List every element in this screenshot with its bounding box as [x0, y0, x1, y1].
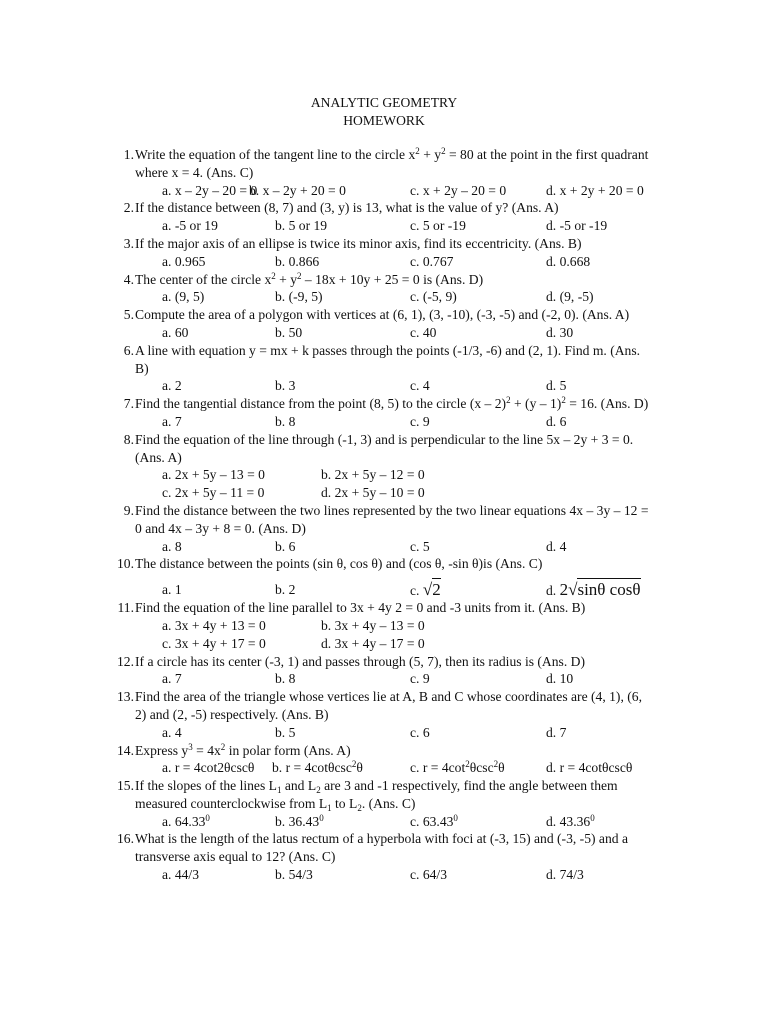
option-c: c. 3x + 4y + 17 = 0 [162, 635, 266, 651]
question-number: 9. [123, 502, 134, 518]
question-item [108, 395, 653, 431]
question-item [108, 777, 653, 830]
document-title: ANALYTIC GEOMETRY [310, 95, 458, 110]
option-b: b. 2x + 5y – 12 = 0 [321, 467, 425, 483]
option-c: c. 0.767 [410, 253, 454, 269]
answer-options [135, 288, 653, 306]
option-c: c. 2x + 5y – 11 = 0 [162, 485, 265, 501]
option-c: c. 9 [410, 413, 430, 429]
option-b: b. (-9, 5) [275, 289, 323, 305]
option-d: d. 6 [546, 413, 567, 429]
question-number: 12. [117, 653, 134, 669]
option-d: d. 5 [546, 378, 567, 394]
question-item [108, 146, 653, 199]
question-item [108, 306, 653, 342]
option-b: b. r = 4cotθcsc$^2$θ [272, 759, 363, 776]
option-d: d. 2x + 5y – 10 = 0 [321, 485, 425, 501]
option-d: d. x + 2y + 20 = 0 [546, 182, 644, 198]
option-b: b. 50 [275, 324, 303, 340]
option-d: d. -5 or -19 [546, 218, 608, 234]
answer-options [135, 759, 653, 777]
option-b: b. 5 [275, 724, 296, 740]
option-a: a. (9, 5) [162, 289, 205, 305]
option-c: c. 64/3 [410, 867, 447, 883]
option-c: c. $r = 4\cot^2\theta\csc^2\theta$ [410, 759, 505, 776]
option-b: b. 54/3 [275, 867, 313, 883]
option-c: c. 9 [410, 671, 430, 687]
option-c: c. 4 [410, 378, 430, 394]
option-a: a. x – 2y – 20 = 0 [162, 182, 258, 198]
answer-options [135, 866, 653, 884]
radicand: sinθ cosθ [577, 580, 641, 600]
question-item [108, 742, 653, 778]
option-d: d. 30 [546, 324, 574, 340]
question-number: 4. [123, 271, 134, 287]
document-subtitle: HOMEWORK [343, 113, 425, 128]
option-b: b. 0.866 [275, 253, 320, 269]
question-item [108, 830, 653, 883]
option-b: b. x – 2y + 20 = 0 [249, 182, 346, 198]
option-a: a. 2x + 5y – 13 = 0 [162, 467, 265, 483]
question-item [108, 653, 653, 689]
answer-options [135, 413, 653, 431]
option-d: d. 0.668 [546, 253, 591, 269]
answer-options [135, 635, 653, 653]
question-item [108, 688, 653, 741]
option-d: d. 7 [546, 724, 567, 740]
option-c: c. 6 [410, 724, 430, 740]
question-item [108, 199, 653, 235]
option-d: d. (9, -5) [546, 289, 594, 305]
answer-options [135, 217, 653, 235]
option-c: c. (-5, 9) [410, 289, 457, 305]
answer-options [135, 324, 653, 342]
option-b: b. 8 [275, 671, 296, 687]
question-number: 10. [117, 556, 134, 572]
question-number: 16. [117, 831, 134, 847]
option-b: b. 2 [275, 582, 296, 598]
option-a: a. 3x + 4y + 13 = 0 [162, 617, 266, 633]
option-b: b. 6 [275, 538, 296, 554]
question-text: Find the equation of the line through (-1, 3) and is perpendicular to the line 5x – 2y + 3 = 0. (Ans. A) [135, 431, 634, 465]
radicand: 2 [432, 580, 441, 600]
answer-options [135, 253, 653, 271]
question-text: The distance between the points (sin θ, cos θ) and (cos θ, -sin θ)is (Ans. C) [135, 556, 543, 572]
answer-options [135, 182, 653, 200]
option-a: a. r = 4cot2θcscθ [162, 760, 255, 776]
answer-options [135, 377, 653, 395]
option-a: a. 7 [162, 671, 182, 687]
question-item [108, 502, 653, 555]
option-d: d. 74/3 [546, 867, 584, 883]
option-c: c. √2 [410, 580, 441, 600]
question-list [108, 146, 653, 884]
question-item [108, 599, 653, 652]
question-number: 14. [117, 742, 134, 758]
answer-options [135, 466, 653, 484]
option-a: a. 60 [162, 324, 189, 340]
question-text: Compute the area of a polygon with vertices at (6, 1), (3, -10), (-3, -5) and (-2, 0). (Ans. A) [135, 307, 630, 323]
question-item [108, 235, 653, 271]
option-a: a. 44/3 [162, 867, 199, 883]
option-b: b. 3x + 4y – 13 = 0 [321, 617, 425, 633]
option-a: a. 2 [162, 378, 182, 394]
option-a: a. 64.33$^0$ [162, 812, 210, 829]
question-item [108, 431, 653, 502]
question-number: 1. [123, 147, 134, 162]
question-number: 6. [123, 342, 134, 358]
option-c: c. x + 2y – 20 = 0 [410, 182, 507, 198]
question-number: 2. [123, 200, 134, 216]
question-number: 11. [117, 600, 134, 616]
option-a: a. 1 [162, 582, 182, 598]
option-d: d. 10 [546, 671, 574, 687]
question-number: 15. [117, 778, 134, 794]
option-b: b. 5 or 19 [275, 218, 328, 234]
option-b: b. 36.43$^0$ [275, 812, 324, 829]
answer-options [135, 484, 653, 502]
question-text: The center of the circle $x^2 + y^2 - 18x + 10y + 25 = 0$ is (Ans. D) [135, 270, 484, 287]
answer-options [135, 617, 653, 635]
answer-options [135, 813, 653, 831]
option-c: c. 40 [410, 324, 437, 340]
question-item [108, 342, 653, 395]
question-text: Find the area of the triangle whose vertices lie at A, B and C whose coordinates are (4, 1), (6, 2) and (2, -5) respectively. (Ans. B) [135, 689, 642, 722]
question-item [108, 271, 653, 307]
question-text: If a circle has its center (-3, 1) and passes through (5, 7), then its radius is (Ans. D) [135, 653, 585, 669]
option-d: d. 4 [546, 538, 567, 554]
option-d: d. 2√sinθ cosθ [546, 580, 641, 600]
option-d: d. 3x + 4y – 17 = 0 [321, 635, 425, 651]
question-text: Express $y^3 = 4x^2$ in polar form (Ans. A) [135, 741, 351, 758]
option-a: a. 7 [162, 413, 182, 429]
question-text: If the distance between (8, 7) and (3, y) is 13, what is the value of y? (Ans. A) [135, 200, 559, 216]
option-a: a. -5 or 19 [162, 218, 218, 234]
question-number: 5. [123, 307, 134, 323]
option-b: b. 8 [275, 413, 296, 429]
question-text: A line with equation y = mx + k passes through the points (-1/3, -6) and (2, 1). Find m. (Ans. B) [135, 342, 641, 376]
question-number: 7. [123, 396, 134, 412]
option-a: a. 0.965 [162, 253, 206, 269]
answer-options [135, 538, 653, 556]
question-text: Write the equation of the tangent line to the circle $x^2 + y^2 = 80$ at the point in the first quadrant where x = 4. (Ans. C) [135, 146, 649, 180]
option-d: d. 43.36$^0$ [546, 812, 595, 829]
option-a: a. 8 [162, 538, 182, 554]
question-text: Find the tangential distance from the point (8, 5) to the circle (x – 2)$^2$ + (y – 1)$^2$ = 16. (Ans. D) [135, 395, 649, 412]
question-text: If the major axis of an ellipse is twice its minor axis, find its eccentricity. (Ans. B) [135, 235, 582, 251]
answer-options [135, 670, 653, 688]
answer-options [135, 724, 653, 742]
option-c: c. 63.43$^0$ [410, 812, 458, 829]
question-text: Find the equation of the line parallel to 3x + 4y 2 = 0 and -3 units from it. (Ans. B) [135, 600, 586, 616]
question-text: What is the length of the latus rectum of a hyperbola with foci at (-3, 15) and (-3, -5) and a transverse axis equal to 12? (Ans. C) [135, 831, 628, 865]
option-d: d. r = 4cotθcscθ [546, 760, 633, 776]
question-text: If the slopes of the lines $L_1$ and $L_2$ are 3 and -1 respectively, find the angle between them measured counterclockwise from $L_1$ to $L_2$. (Ans. C) [135, 778, 618, 813]
question-number: 3. [123, 235, 134, 251]
question-item [108, 555, 653, 599]
answer-options [135, 573, 653, 599]
question-number: 13. [117, 689, 134, 705]
question-number: 8. [123, 431, 134, 447]
option-c: c. 5 [410, 538, 430, 554]
option-b: b. 3 [275, 378, 296, 394]
option-c: c. 5 or -19 [410, 218, 466, 234]
option-a: a. 4 [162, 724, 182, 740]
question-text: Find the distance between the two lines represented by the two linear equations 4x – 3y – 12 = 0 and 4x – 3y + 8 = 0. (Ans. D) [135, 502, 649, 536]
